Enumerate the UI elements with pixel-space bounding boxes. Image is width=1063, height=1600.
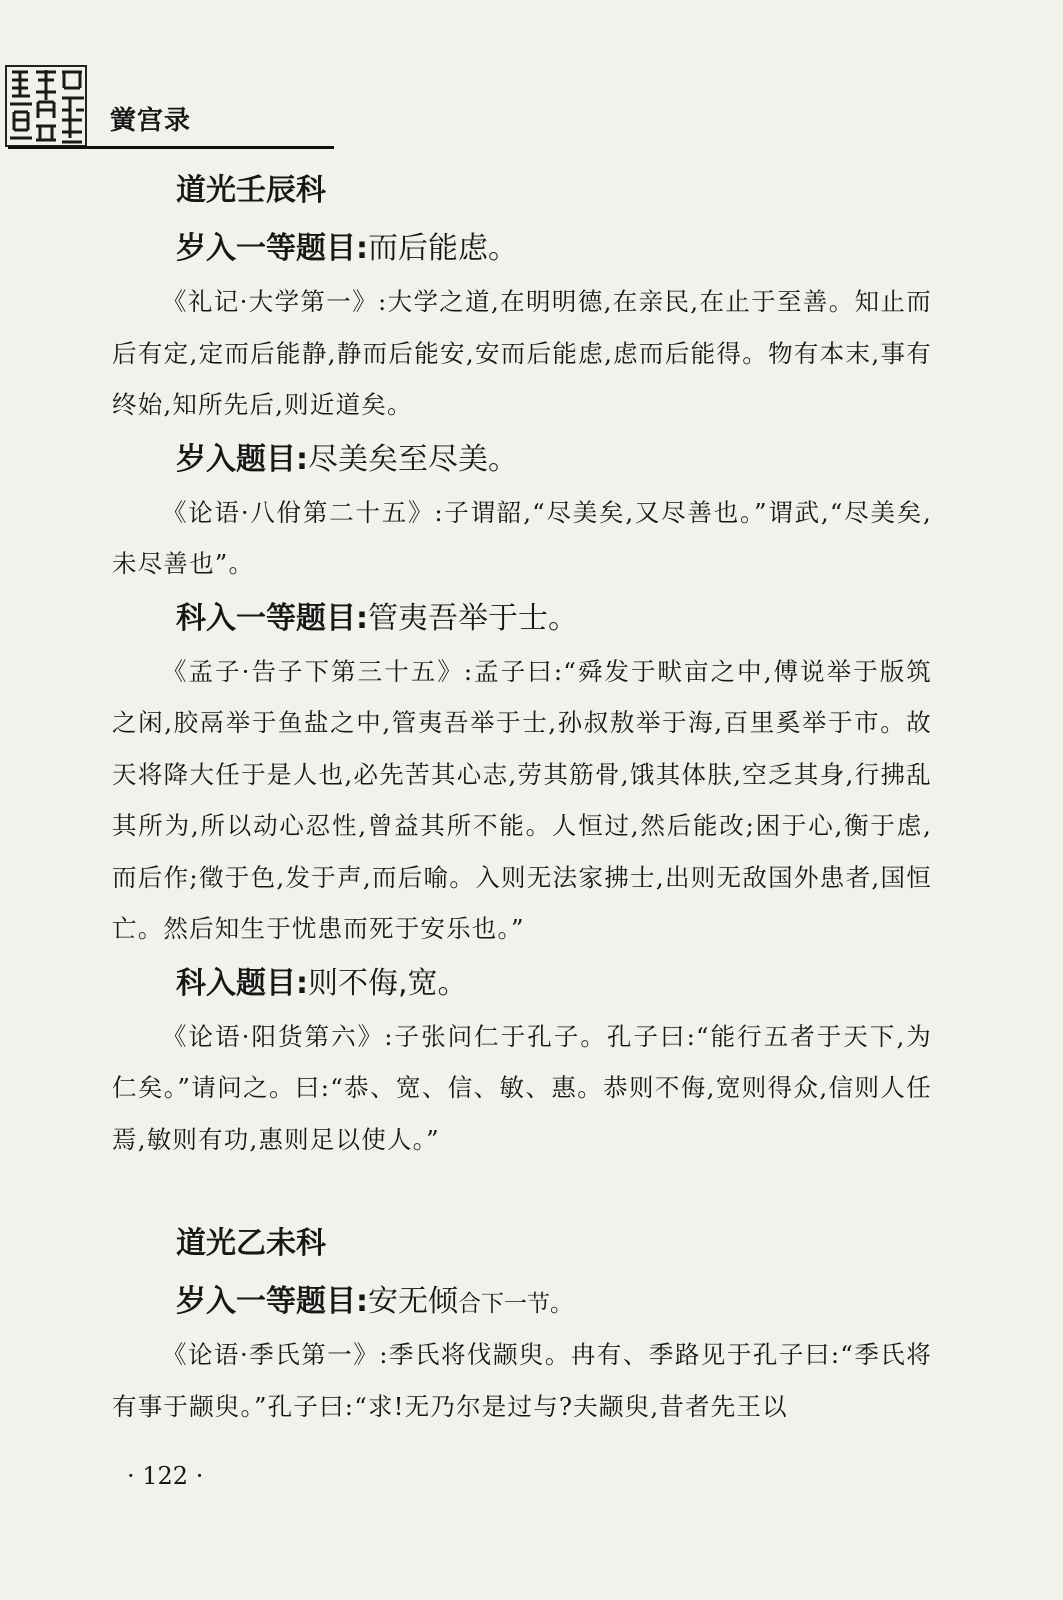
exam-heading: [176, 1275, 932, 1329]
exam-heading-label: 科入一等题目:: [176, 600, 368, 636]
header-rule: [8, 146, 334, 149]
running-header-title: 黉宫录: [110, 106, 192, 136]
section-title-yiwei: 道光乙未科: [176, 1226, 326, 1261]
exam-heading: [176, 433, 932, 487]
source-passage: 《孟子·告子下第三十五》:孟子曰:“舜发于畎亩之中,傅说举于版筑之闲,胶鬲举于鱼盐之中,管夷吾举于士,孙叔敖举于海,百里奚举于市。故天将降大任于是人也,必先苦其心志,劳其筋骨,饿其体肤,空乏其身,行拂乱其所为,所以动心忍性,曾益其所不能。人恒过,然后能改;困于心,衡于虑,而后作;徵于色,发于声,而后喻。入则无法家拂士,出则无敌国外患者,国恒亡。然后知生于忧患而死于安乐也。”: [112, 656, 932, 943]
exam-heading: [176, 957, 932, 1011]
page-number: · 122 ·: [127, 1462, 204, 1490]
exam-heading-topic: 而后能虑。: [368, 231, 518, 266]
exam-heading-label: 科入题目:: [176, 965, 308, 1001]
exam-heading: [176, 222, 932, 276]
exam-heading-label: 岁入题目:: [176, 441, 308, 477]
exam-heading: [176, 592, 932, 646]
exam-heading-topic: 管夷吾举于士。: [368, 600, 578, 636]
exam-heading-topic: 安无倾: [368, 1284, 458, 1319]
source-passage: 《礼记·大学第一》:大学之道,在明明德,在亲民,在止于至善。知止而后有定,定而后能静,静而后能安,安而后能虑,虑而后能得。物有本末,事有终始,知所先后,则近道矣。: [112, 287, 932, 419]
source-passage: 《论语·八佾第二十五》:子谓韶,“尽美矣,又尽善也。”谓武,“尽美矣,未尽善也”。: [112, 497, 932, 578]
exam-heading-topic: 尽美矣至尽美。: [308, 441, 518, 477]
source-passage: 《论语·季氏第一》:季氏将伐颛臾。冉有、季路见于孔子曰:“季氏将有事于颛臾。”孔子曰:“求!无乃尔是过与?夫颛臾,昔者先王以: [112, 1340, 932, 1421]
exam-heading-topic: 则不侮,宽。: [308, 965, 468, 1001]
seal-logo: [4, 62, 88, 150]
exam-heading-note: 合下一节。: [458, 1291, 573, 1317]
exam-heading-label: 岁入一等题目:: [176, 231, 368, 266]
page-body: [112, 160, 932, 1434]
section-title-renchen: 道光壬辰科: [176, 173, 326, 208]
exam-heading-label: 岁入一等题目:: [176, 1284, 368, 1319]
source-passage: 《论语·阳货第六》:子张问仁于孔子。孔子曰:“能行五者于天下,为仁矣。”请问之。曰:“恭、宽、信、敏、惠。恭则不侮,宽则得众,信则人任焉,敏则有功,惠则足以使人。”: [112, 1021, 932, 1154]
